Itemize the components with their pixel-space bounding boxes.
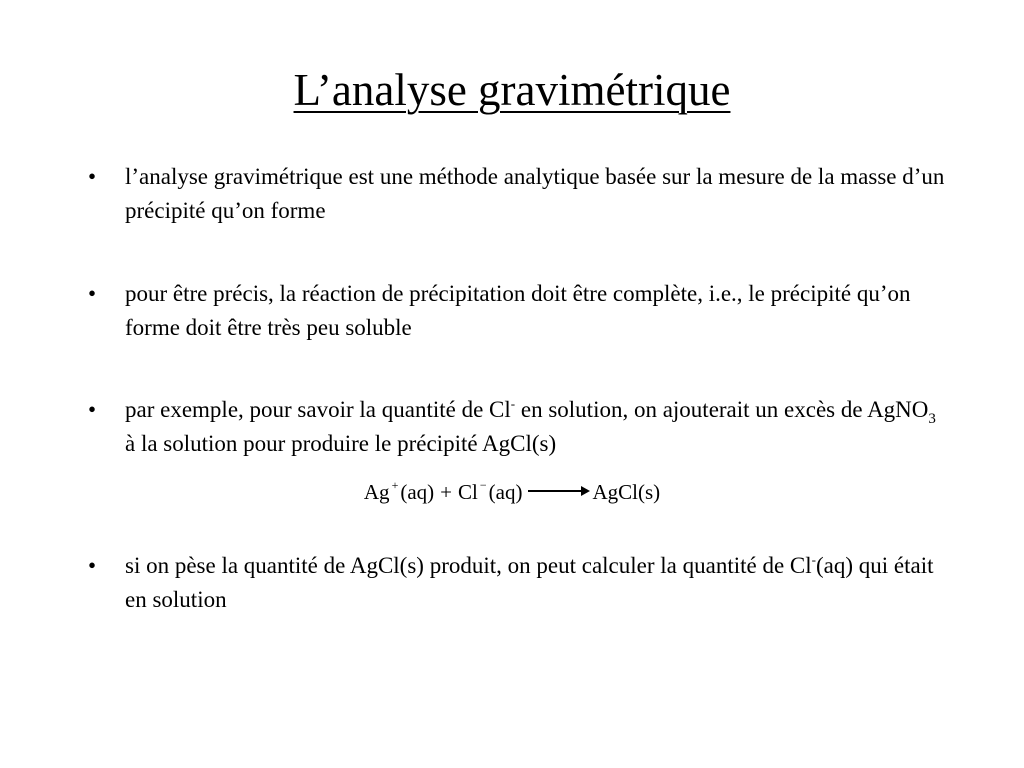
chloride-charge: -: [811, 552, 816, 567]
nitrate-subscript: 3: [928, 411, 936, 427]
bullet-symbol: •: [88, 553, 97, 578]
bullet-item-3: [88, 393, 948, 461]
reaction-arrow-icon: [528, 486, 590, 496]
equation-plus-sign: +: [440, 480, 452, 504]
bullet-text-3-part-3: à la solution pour produire le précipité AgCl(s): [125, 431, 557, 456]
bullet-text-4-part-1: si on pèse la quantité de AgCl(s) produit, on peut calculer la quantité de Cl: [125, 553, 812, 578]
chemical-equation: [0, 477, 1024, 507]
bullet-text-3-part-1: par exemple, pour savoir la quantité de Cl: [125, 397, 511, 422]
bullet-item-1: [88, 160, 948, 228]
bullet-item-4: [88, 549, 948, 617]
equation-chloride: Cl: [458, 480, 478, 504]
equation-silver-charge: +: [391, 478, 399, 492]
equation-product: AgCl(s): [592, 480, 661, 504]
bullet-text-1: l’analyse gravimétrique est une méthode analytique basée sur la mesure de la masse d’un précipité qu’on forme: [125, 164, 945, 223]
bullet-text-3-part-2: en solution, on ajouterait un excès de AgNO: [515, 397, 929, 422]
bullet-item-2: [88, 277, 948, 345]
bullet-symbol: •: [88, 164, 97, 189]
bullet-symbol: •: [88, 397, 97, 422]
bullet-symbol: •: [88, 281, 97, 306]
equation-silver: Ag: [363, 480, 390, 504]
chloride-charge: -: [510, 396, 516, 411]
equation-silver-state: (aq): [400, 480, 435, 504]
equation-chloride-charge: −: [479, 478, 487, 492]
slide-title: L’analyse gravimétrique: [293, 65, 731, 115]
bullet-text-3: [125, 393, 948, 461]
bullet-text-4: [125, 549, 948, 617]
equation-chloride-state: (aq): [488, 480, 523, 504]
bullet-text-4-part-2: (aq) qui était en solution: [125, 553, 934, 612]
bullet-text-2: pour être précis, la réaction de précipitation doit être complète, i.e., le précipité qu’on forme doit être très peu soluble: [125, 281, 911, 340]
